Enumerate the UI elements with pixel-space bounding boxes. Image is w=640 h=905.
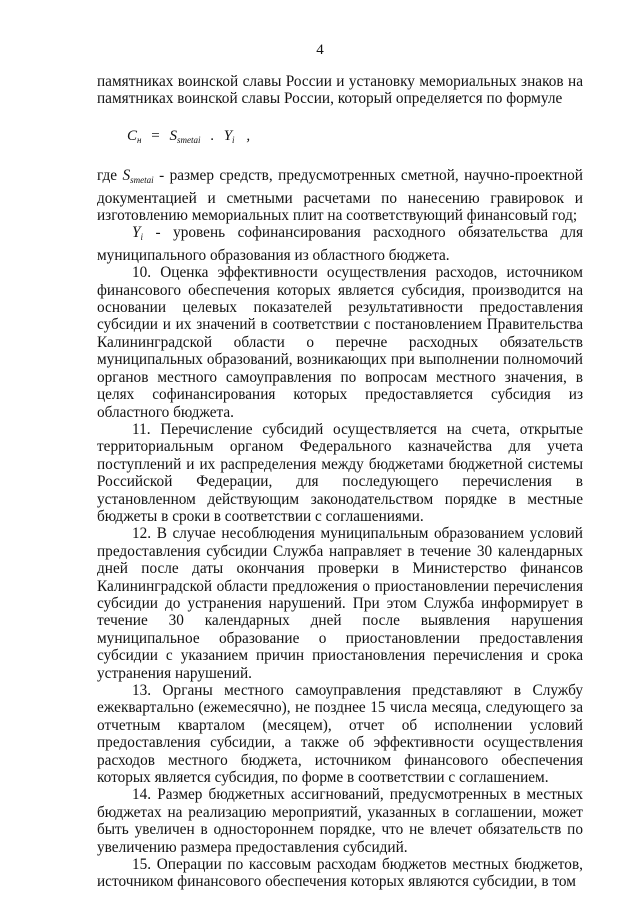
paragraph-11: 11. Перечисление субсидий осуществляется на счета, открытые территориальным органом Федерального казначейства для учета поступлений и их распределения между бюджетами бюджетной системы Российской Федерации, для последующего перечисления в установленном действующим законодательством порядке в местные бюджеты в сроки в соответствии с соглашениями. [97, 420, 583, 525]
paragraph-15: 15. Операции по кассовым расходам бюджетов местных бюджетов, источником финансового обеспечения которых являются субсидии, в том [97, 856, 583, 891]
paragraph-13: 13. Органы местного самоуправления представляют в Службу ежеквартально (ежемесячно), не позднее 15 числа месяца, следующего за отчетным кварталом (месяцем), отчет об исполнении условий предоставления субсидии, а также об эффективности осуществления расходов местного бюджета, источником финансового обеспечения которых является субсидия, по форме в соответствии с соглашением. [97, 682, 583, 787]
page-number: 4 [316, 42, 324, 58]
formula-s-term: $S_{smetai}$ [169, 127, 201, 145]
formula [97, 128, 583, 149]
definition-y: $Y_i$ - уровень софинансирования расходного обязательства для муниципального образования из областного бюджета. [97, 224, 583, 264]
definition-s: где $S_{smetai}$ - размер средств, предусмотренных сметной, научно-проектной документацией и сметными расчетами по нанесению гравировок и изготовлению мемориальных плит на соответствующий финансовый год; [97, 167, 583, 225]
intro-paragraph: памятниках воинской славы России и установку мемориальных знаков на памятниках воинской славы России, который определяется по формуле [97, 73, 583, 108]
paragraph-14: 14. Размер бюджетных ассигнований, предусмотренных в местных бюджетах на реализацию мероприятий, указанных в соглашении, может быть увеличен в одностороннем порядке, что не влечет обязательств по увеличению размера предоставления субсидий. [97, 786, 583, 856]
formula-comma: , [246, 127, 251, 144]
document-body [97, 73, 583, 891]
formula-y-term: $Y_i$ [223, 127, 235, 145]
paragraph-10: 10. Оценка эффективности осуществления расходов, источником финансового обеспечения которых является субсидия, производится на основании целевых показателей результативности предоставления субсидии и их значений в соответствии с постановлением Правительства Калининградской области о перечне расходных обязательств муниципальных образований, возникающих при выполнении полномочий органов местного самоуправления по вопросам местного значения, в целях софинансирования которых предоставляется субсидия из областного бюджета. [97, 264, 583, 421]
paragraph-12: 12. В случае несоблюдения муниципальным образованием условий предоставления субсидии Служба направляет в течение 30 календарных дней после даты окончания проверки в Министерство финансов Калининградской области предложения о приостановлении перечисления субсидии до устранения нарушений. При этом Служба информирует в течение 30 календарных дней после выявления нарушения муниципальное образование о приостановлении предоставления субсидии с указанием причин приостановления перечисления и срока устранения нарушений. [97, 525, 583, 682]
formula-equals: = [151, 127, 160, 144]
formula-dot: . [210, 127, 214, 144]
formula-lhs: $С_н$ [127, 127, 142, 145]
